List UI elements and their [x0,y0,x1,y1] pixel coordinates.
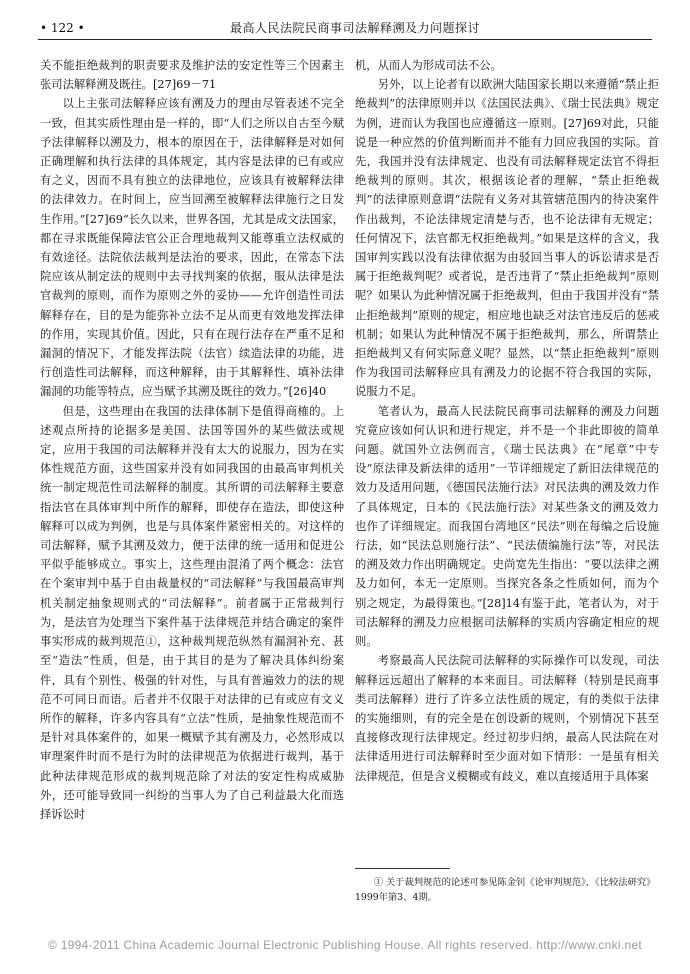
running-title: 最高人民法院民商事司法解释溯及力问题探讨 [230,21,481,35]
paragraph: 但是，这些理由在我国的法律体制下是值得商榷的。上述观点所持的论据多是美国、法国等国外的某些做法或规定，应用于我国的司法解释并没有太大的说服力，因为在实体性规范方面，这些国家并没有如同我国的由最高审判机关统一制定规范性司法解释的制度。其所谓的司法解释主要意指法官在具体审判中所作的解释，即使存在造法，即使这种解释可以成为判例，也是与具体案件紧密相关的。对这样的司法解释，赋予其溯及效力，便于法律的统一适用和促进公平似乎能够成立。事实上，这些理由混淆了两个概念：法官在个案审判中基于自由裁量权的“司法解释”与我国最高审判机关制定抽象规则式的“司法解释”。前者属于正常裁判行为，是法官为处理当下案件基于法律规范并结合确定的案件事实形成的裁判规范①，这种裁判规范纵然有漏洞补充、甚至“造法”性质，但是，由于其目的是为了解决具体纠纷案件，具有个别性、极强的针对性，与具有普遍效力的法的规范不可同日而语。后者并不仅限于对法律的已有或应有文义所作的解释，许多内容具有“立法”性质，是抽象性规范而不是针对具体案件的，如果一概赋予其有溯及力，必然形成以审理案件时而不是行为时的法律规范为依据进行裁判，基于此种法律规范形成的裁判规范除了对法的安定性构成威胁外，还可能导致同一纠纷的当事人为了自己利益最大化而选择诉讼时 [40,404,344,821]
footnote: ① 关于裁判规范的论述可参见陈金钊《论审判规范》，《比较法研究》1999年第3、4期。 [355,877,656,903]
paragraph: 另外，以上论者有以欧洲大陆国家长期以来遵循“禁止拒绝裁判”的法律原则并以《法国民法典》、《瑞士民法典》规定为例，进而认为我国也应遵循这一原则。[27]69对此，只能说是一种应然的价值判断而并不能有力回应我国的实际。首先，我国并没有法律规定、也没有司法解释规定法官不得拒绝裁判的原则。其次，根据该论者的理解，“禁止拒绝裁判”的法律原则意谓“法院有义务对其管辖范围内的待决案件作出裁判，不论法律规定清楚与否，也不论法律有无规定；任何情况下，法官都无权拒绝裁判。”如果是这样的含义，我国审判实践以没有法律依据为由驳回当事人的诉讼请求是否属于拒绝裁判呢？或者说，是否违背了“禁止拒绝裁判”原则呢？如果认为此种情况属于拒绝裁判，但由于我国并没有“禁止拒绝裁判”原则的规定，相应地也缺乏对法官违反后的惩戒机制；如果认为此种情况不属于拒绝裁判，那么，所谓禁止拒绝裁判又有何实际意义呢？显然，以“禁止拒绝裁判”原则作为我国司法解释应具有溯及力的论据不符合我国的实际，说服力不足。 [355,78,659,399]
footnote-rule [355,868,450,869]
paragraph: 关不能拒绝裁判的职责要求及维护法的安定性等三个因素主张司法解释溯及既往。[27]69－71 [40,59,344,92]
paragraph: 考察最高人民法院司法解释的实际操作可以发现，司法解释远远超出了解释的本来面目。司法解释（特别是民商事类司法解释）进行了许多立法性质的规定，有的类似于法律的实施细则，有的完全是在创设新的规则，个别情况下甚至直接修改现行法律规定。经过初步归纳，最高人民法院在对法律适用进行司法解释时至少面对如下情形：一是虽有相关法律规范，但是含义模糊或有歧义，难以直接适用于具体案 [355,654,659,783]
copyright-footer: © 1994-2011 China Academic Journal Electronic Publishing House. All rights reserved. http://www.cnki.net [47,938,643,952]
right-column [355,56,659,786]
header-rule [38,39,652,40]
page-number: • 122 • [40,21,85,35]
paragraph: 以上主张司法解释应该有溯及力的理由尽管表述不完全一致，但其实质性理由是一样的，即“人们之所以自古至今赋予法律解释以溯及力，根本的原因在于，法律解释是对如何正确理解和执行法律的具体规定，其内容是法律的已有或应有之义，因而不具有独立的法律地位，应该具有被解释法律的法律效力。在时间上，应当回溯至被解释法律施行之日发生作用。”[27]69“长久以来，世界各国，尤其是成文法国家，都在寻求既能保障法官公正合理地裁判又能尊重立法权威的有效途径。法院依法裁判是法治的要求，因此，在常态下法院应该从制定法的规则中去寻找判案的依据，服从法律是法官裁判的原则，而作为原则之外的妥协——允许创造性司法解释存在，目的是为能弥补立法不足从而更有效地发挥法律的作用，实现其价值。因此，只有在现行法存在严重不足和漏洞的情况下，才能发挥法院（法官）续造法律的功能，进行创造性司法解释，而这种解释，由于其解释性、填补法律漏洞的功能等特点，应当赋予其溯及既往的效力。”[26]40 [40,97,344,399]
paragraph: 笔者认为，最高人民法院民商事司法解释的溯及力问题究竟应该如何认识和进行规定，并不是一个非此即彼的简单问题。就国外立法例而言，《瑞士民法典》在“尾章”中专设“原法律及新法律的适用”一节详细规定了新旧法律规范的效力及适用问题，《德国民法施行法》对民法典的溯及效力作了具体规定，日本的《民法施行法》对某些条文的溯及效力也作了详细规定。而我国台湾地区“民法”则在每编之后设施行法，如“民法总则施行法”、“民法债编施行法”等，对民法的溯及效力作出明确规定。史尚宽先生指出：“要以法律之溯及力如何，本无一定原则。当探究各条之性质如何，而为个别之规定，为最得策也。”[28]14有鉴于此，笔者认为，对于司法解释的溯及力应根据司法解释的实质内容确定相应的规则。 [355,404,659,649]
left-column [40,56,344,824]
paragraph: 机，从而人为形成司法不公。 [355,59,502,72]
